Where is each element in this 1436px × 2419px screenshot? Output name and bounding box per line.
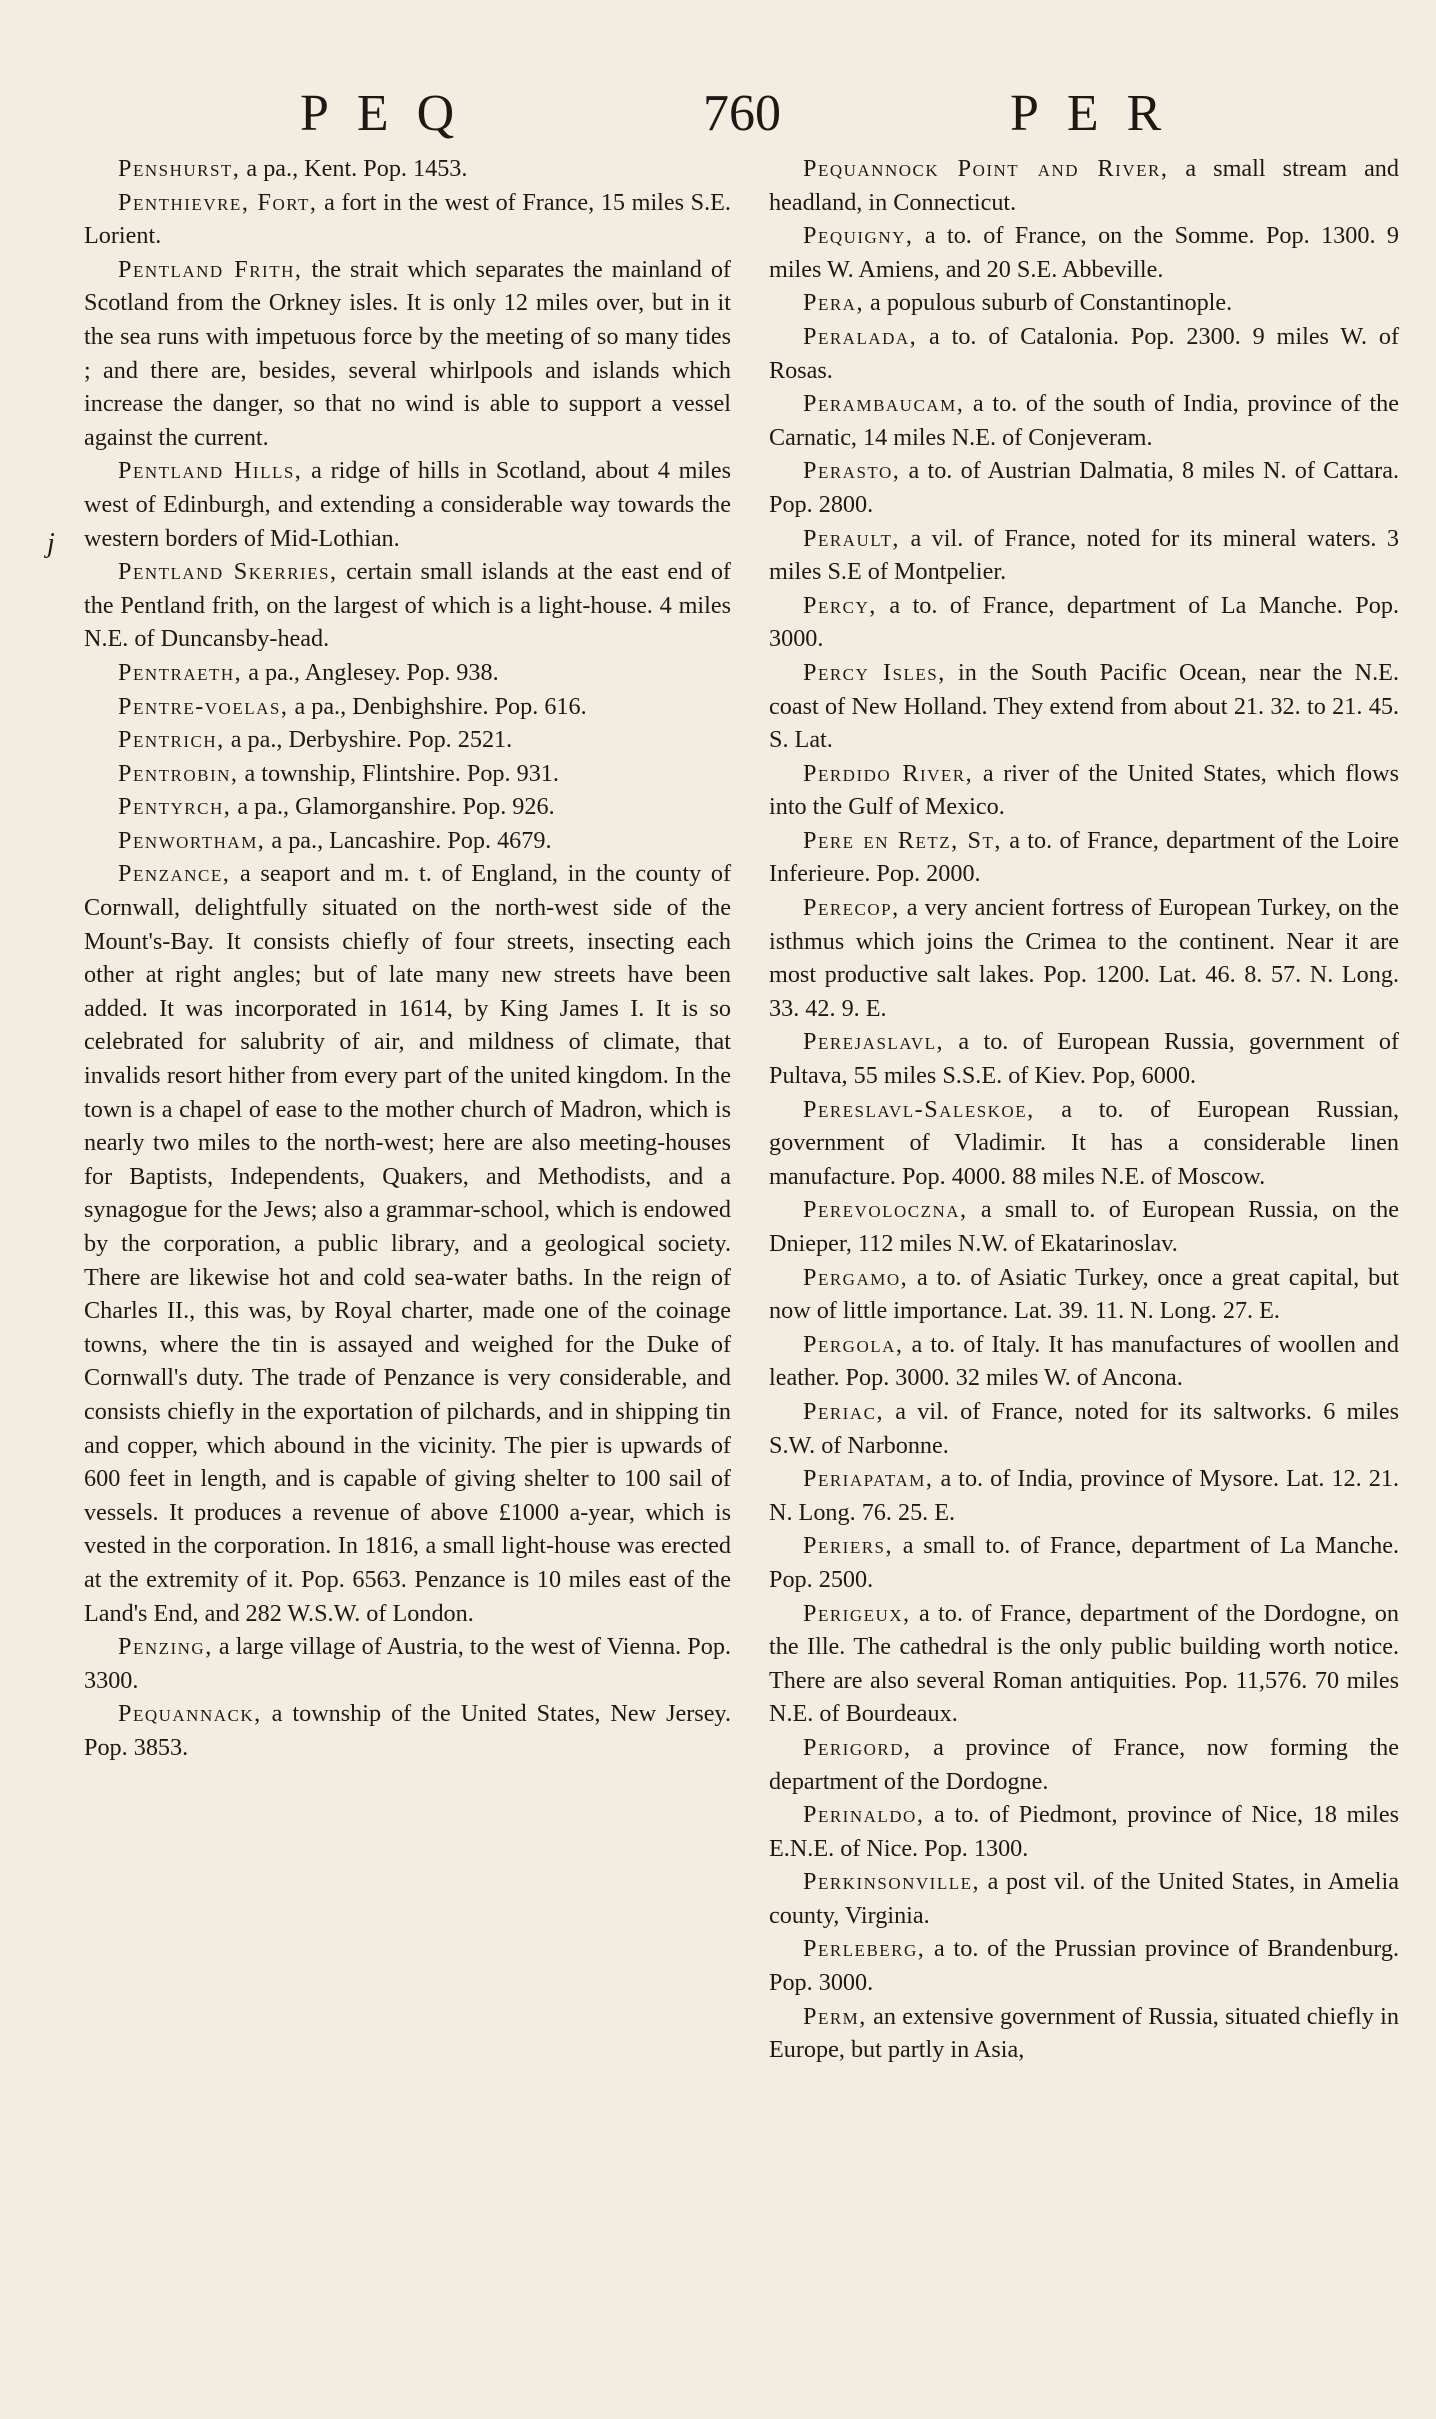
- entry-headword: Perm,: [803, 2002, 867, 2030]
- gazetteer-entry: [769, 891, 1399, 1025]
- entry-text: a pa., Glamorganshire. Pop. 926.: [231, 793, 555, 821]
- gazetteer-entry: [769, 320, 1399, 387]
- gazetteer-entry: [769, 2000, 1399, 2067]
- entry-text: a to. of France, department of the Loire Inferieure. Pop. 2000.: [769, 826, 1399, 888]
- entry-headword: Penzing,: [118, 1633, 213, 1661]
- gazetteer-entry: [84, 555, 731, 656]
- entry-headword: Periac,: [803, 1397, 884, 1425]
- entry-text: a to. of Italy. It has manufactures of woollen and leather. Pop. 3000. 32 miles W. of Ancona.: [769, 1330, 1399, 1392]
- gazetteer-entry: [84, 152, 731, 186]
- gazetteer-entry: [769, 757, 1399, 824]
- entry-headword: Pequannack,: [118, 1700, 262, 1728]
- entry-headword: Pergola,: [803, 1330, 904, 1358]
- entry-headword: Pentrobin,: [118, 759, 239, 787]
- gazetteer-entry: [769, 656, 1399, 757]
- entry-text: certain small islands at the east end of the Pentland frith, on the largest of which is a light-house. 4 miles N.E. of Duncansby-head.: [84, 558, 731, 653]
- header-right-guide-letters: PER: [1010, 85, 1190, 142]
- entry-text: a pa., Anglesey. Pop. 938.: [242, 658, 499, 686]
- gazetteer-entry: [769, 1193, 1399, 1260]
- entry-headword: Pentrich,: [118, 726, 225, 754]
- entry-headword: Pequigny,: [803, 222, 914, 250]
- entry-text: a large village of Austria, to the west of Vienna. Pop. 3300.: [84, 1633, 731, 1694]
- entry-headword: Perinaldo,: [803, 1801, 925, 1829]
- gazetteer-entry: [769, 1462, 1399, 1529]
- entry-text: a to. of Piedmont, province of Nice, 18 miles E.N.E. of Nice. Pop. 1300.: [769, 1801, 1399, 1862]
- entry-headword: Perault,: [803, 524, 900, 552]
- entry-headword: Pentland Frith,: [118, 255, 303, 283]
- entry-text: a to. of European Russian, government of Vladimir. It has a considerable linen manufacture. Pop. 4000. 88 miles N.E. of Moscow.: [769, 1095, 1399, 1190]
- gazetteer-entry: [84, 253, 731, 455]
- gazetteer-entry: [769, 1093, 1399, 1194]
- gazetteer-entry: [84, 824, 731, 858]
- header-left-guide-letters: PEQ: [300, 85, 483, 142]
- gazetteer-entry: [769, 219, 1399, 286]
- entry-headword: Pere en Retz, St,: [803, 826, 1002, 854]
- entry-text: a township of the United States, New Jersey. Pop. 3853.: [84, 1700, 731, 1761]
- entry-headword: Perkinsonville,: [803, 1868, 981, 1896]
- right-column: [769, 152, 1399, 2067]
- entry-text: a pa., Kent. Pop. 1453.: [240, 155, 468, 182]
- entry-headword: Perdido River,: [803, 759, 974, 787]
- entry-text: a to. of Catalonia. Pop. 2300. 9 miles W. of Rosas.: [769, 322, 1399, 384]
- entry-text: a to. of France, department of the Dordogne, on the Ille. The cathedral is the only public building worth notice. There are also several Roman antiquities. Pop. 11,576. 70 miles N.E. of Bourdeaux.: [769, 1599, 1399, 1728]
- entry-headword: Perleberg,: [803, 1935, 926, 1963]
- gazetteer-entry: [84, 186, 731, 253]
- entry-text: a small to. of France, department of La Manche. Pop. 2500.: [769, 1532, 1399, 1593]
- gazetteer-entry: [769, 152, 1399, 219]
- gazetteer-entry: [769, 1328, 1399, 1395]
- left-column: [84, 152, 731, 1765]
- entry-text: a township, Flintshire. Pop. 931.: [238, 759, 559, 787]
- gazetteer-entry: [769, 1865, 1399, 1932]
- entry-headword: Penwortham,: [118, 826, 266, 854]
- entry-text: a small stream and headland, in Connecticut.: [769, 155, 1399, 216]
- entry-headword: Penzance,: [118, 860, 231, 888]
- gazetteer-entry: [84, 454, 731, 555]
- gazetteer-entry: [769, 522, 1399, 589]
- entry-text: a very ancient fortress of European Turkey, on the isthmus which joins the Crimea to the continent. Near it are most productive salt lakes. Pop. 1200. Lat. 46. 8. 57. N. Long. 33. 42. 9. E.: [769, 894, 1399, 1022]
- entry-text: an extensive government of Russia, situated chiefly in Europe, but partly in Asia,: [769, 2002, 1399, 2064]
- entry-text: a to. of European Russia, government of Pultava, 55 miles S.S.E. of Kiev. Pop, 6000.: [769, 1028, 1399, 1090]
- gazetteer-entry: [769, 589, 1399, 656]
- entry-text: a pa., Lancashire. Pop. 4679.: [265, 826, 552, 854]
- entry-text: a to. of France, on the Somme. Pop. 1300. 9 miles W. Amiens, and 20 S.E. Abbeville.: [769, 222, 1399, 283]
- gazetteer-entry: [84, 857, 731, 1630]
- entry-text: a fort in the west of France, 15 miles S.E. Lorient.: [84, 188, 731, 250]
- entry-text: a to. of India, province of Mysore. Lat. 12. 21. N. Long. 76. 25. E.: [769, 1465, 1399, 1526]
- gazetteer-entry: [769, 454, 1399, 521]
- entry-headword: Pequannock Point and River,: [803, 155, 1169, 182]
- gazetteer-entry: [84, 690, 731, 724]
- entry-headword: Perigord,: [803, 1733, 912, 1761]
- entry-text: a province of France, now forming the department of the Dordogne.: [769, 1733, 1399, 1795]
- entry-text: a vil. of France, noted for its mineral waters. 3 miles S.E of Montpelier.: [769, 524, 1399, 586]
- gazetteer-entry: [84, 790, 731, 824]
- entry-headword: Perejaslavl,: [803, 1028, 945, 1056]
- gazetteer-entry: [769, 1932, 1399, 1999]
- entry-headword: Perecop,: [803, 894, 900, 922]
- entry-headword: Percy,: [803, 591, 877, 619]
- entry-text: a small to. of European Russia, on the Dnieper, 112 miles N.W. of Ekatarinoslav.: [769, 1196, 1399, 1257]
- entry-headword: Penthievre, Fort,: [118, 188, 318, 216]
- entry-text: a pa., Derbyshire. Pop. 2521.: [224, 726, 513, 754]
- entry-text: a to. of Asiatic Turkey, once a great capital, but now of little importance. Lat. 39. 11. N. Long. 27. E.: [769, 1263, 1399, 1325]
- gazetteer-entry: [769, 1798, 1399, 1865]
- gazetteer-entry: [769, 824, 1399, 891]
- entry-text: a to. of the south of India, province of the Carnatic, 14 miles N.E. of Conjeveram.: [769, 390, 1399, 451]
- gazetteer-entry: [84, 1697, 731, 1764]
- entry-headword: Perevoloczna,: [803, 1196, 968, 1224]
- entry-text: a populous suburb of Constantinople.: [864, 289, 1233, 317]
- entry-headword: Periers,: [803, 1532, 894, 1560]
- entry-text: in the South Pacific Ocean, near the N.E. coast of New Holland. They extend from about 21. 32. to 21. 45. S. Lat.: [769, 658, 1399, 754]
- entry-headword: Pentre-voelas,: [118, 692, 289, 720]
- entry-headword: Pentland Skerries,: [118, 558, 338, 586]
- entry-text: a vil. of France, noted for its saltworks. 6 miles S.W. of Narbonne.: [769, 1397, 1399, 1459]
- gazetteer-entry: [769, 387, 1399, 454]
- entry-text: the strait which separates the mainland of Scotland from the Orkney isles. It is only 12 miles over, but in it the sea runs with impetuous force by the meeting of so many tides ; and there are, besides, several whirlpools and islands which increase the danger, so that no wind is able to support a vessel against the current.: [84, 255, 731, 451]
- gazetteer-entry: [84, 723, 731, 757]
- entry-headword: Periapatam,: [803, 1465, 934, 1493]
- entry-headword: Pentyrch,: [118, 793, 232, 821]
- gazetteer-entry: [769, 1395, 1399, 1462]
- margin-pencil-mark: j: [47, 528, 55, 559]
- gazetteer-entry: [769, 1025, 1399, 1092]
- gazetteer-entry: [84, 757, 731, 791]
- entry-text: a river of the United States, which flows into the Gulf of Mexico.: [769, 759, 1399, 821]
- entry-text: a seaport and m. t. of England, in the county of Cornwall, delightfully situated on the north-west side of the Mount's-Bay. It consists chiefly of four streets, insecting each other at right angles; but of late many new streets have been added. It was incorporated in 1614, by King James I. It is so celebrated for salubrity of air, and mildness of climate, that invalids resort hither from every part of the united kingdom. In the town is a chapel of ease to the mother church of Madron, which is nearly two miles to the north-west; here are also meeting-houses for Baptists, Independents, Quakers, and Methodists, and a synagogue for the Jews; also a grammar-school, which is endowed by the corporation, a public library, and a geological society. There are likewise hot and cold sea-water baths. In the reign of Charles II., this was, by Royal charter, made one of the coinage towns, where the tin is assayed and weighed for the Duke of Cornwall's duty. The trade of Penzance is very considerable, and consists chiefly in the exportation of pilchards, and in shipping tin and copper, which abound in the vicinity. The pier is upwards of 600 feet in length, and is capable of giving shelter to 100 sail of vessels. It produces a revenue of above £1000 a-year, which is vested in the corporation. In 1816, a small light-house was erected at the extremity of it. Pop. 6563. Penzance is 10 miles east of the Land's End, and 282 W.S.W. of London.: [84, 860, 731, 1627]
- entry-headword: Pentraeth,: [118, 658, 243, 686]
- entry-headword: Pentland Hills,: [118, 457, 303, 485]
- entry-headword: Percy Isles,: [803, 658, 946, 686]
- running-header: [0, 84, 1436, 144]
- entry-text: a pa., Denbighshire. Pop. 616.: [288, 692, 587, 720]
- page-number: 760: [703, 85, 781, 142]
- entry-headword: Pereslavl-Saleskoe,: [803, 1095, 1035, 1123]
- entry-headword: Pergamo,: [803, 1263, 909, 1291]
- entry-headword: Perasto,: [803, 457, 901, 485]
- gazetteer-entry: [769, 1529, 1399, 1596]
- entry-text: a to. of the Prussian province of Brandenburg. Pop. 3000.: [769, 1935, 1399, 1997]
- entry-text: a ridge of hills in Scotland, about 4 miles west of Edinburgh, and extending a considerable way towards the western borders of Mid-Lothian.: [84, 457, 731, 552]
- gazetteer-entry: [769, 1731, 1399, 1798]
- entry-text: a post vil. of the United States, in Amelia county, Virginia.: [769, 1868, 1399, 1929]
- gazetteer-entry: [769, 1261, 1399, 1328]
- entry-headword: Penshurst,: [118, 155, 241, 182]
- gazetteer-entry: [84, 656, 731, 690]
- gazetteer-entry: [84, 1630, 731, 1697]
- entry-headword: Pera,: [803, 289, 864, 317]
- entry-text: a to. of Austrian Dalmatia, 8 miles N. of Cattara. Pop. 2800.: [769, 457, 1399, 518]
- entry-headword: Perambaucam,: [803, 390, 965, 418]
- gazetteer-entry: [769, 1597, 1399, 1731]
- entry-headword: Peralada,: [803, 322, 918, 350]
- entry-headword: Perigeux,: [803, 1599, 911, 1627]
- entry-text: a to. of France, department of La Manche. Pop. 3000.: [769, 591, 1399, 653]
- gazetteer-entry: [769, 286, 1399, 320]
